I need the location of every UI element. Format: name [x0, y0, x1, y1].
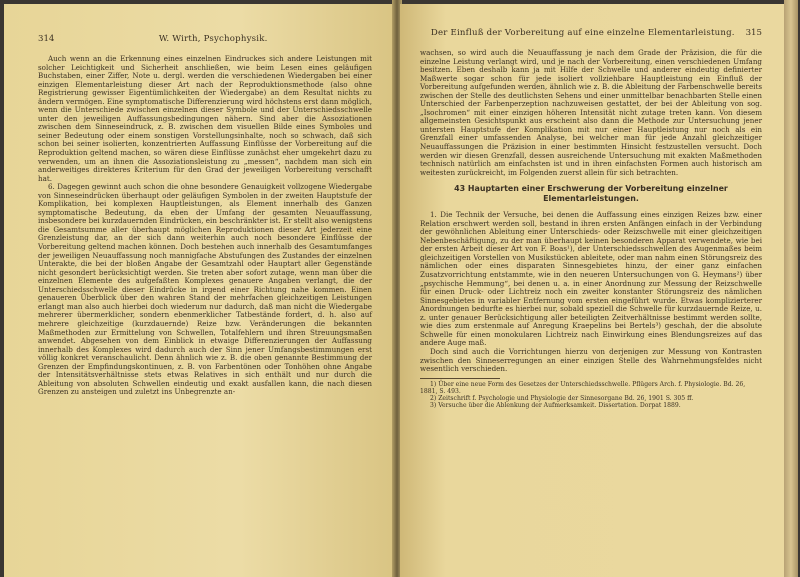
right-page-header — [420, 28, 762, 38]
paragraph: Auch wenn an die Erkennung eines einzelnen Eindruckes sich andere Leistungen mit solcher Leichtigkeit und Sicherheit anschließen, wie beim Lesen eines geläufigen Buchstaben, einer Ziffer, Note u. dergl. werden die verschiedenen Wiedergaben bei einer einzigen Elementarleistung dieser Art nach der Reproduktionsmethode (also ohne Registrierung gewisser Eigentümlichkeiten der Wiedergabe) an dem Resultat nichts zu ändern vermögen. Eine symptomatische Differenzierung wird höchstens erst dann möglich, wenn die Unterschiede zwischen einzelnen dieser Symbole und der Unterschiedsschwelle unter den jeweiligen Auffassungsbedingungen nähern. Sind aber die Assoziationen zwischen dem Sinneseindruck, z. B. zwischen dem visuellen Bilde eines Symboles und seiner Bedeutung oder einem sonstigen Vorstellungsinhalte, noch so schwach, daß sich schon bei seiner isolierten, konzentrierten Auffassung Einflüsse der Vorbereitung auf die Reproduktion geltend machen, so wären diese Einflüsse zunächst eher umgekehrt dazu zu verwenden, um an ihnen die Assoziationsleistung zu „messen“, nachdem man sich ein anderweitiges direkteres Kriterium für den Grad der jeweiligen Vorbereitung verschafft hat. — [38, 54, 372, 183]
right-page — [400, 4, 784, 577]
page-number: 314 — [38, 34, 55, 44]
right-page-body — [420, 49, 762, 374]
paragraph: 6. Dagegen gewinnt auch schon die ohne besondere Genauigkeit vollzogene Wiedergabe von Sinneseindrücken überhaupt oder geläufigen Symbolen in der zweiten Hauptstufe der Komplikation, bei komplexen Hauptleistungen, als Element innerhalb des Ganzen symptomatische Bedeutung, da eben der Umfang der gesamten Neuauffassung, insbesondere bei kurzdauernden Eindrücken, ein beschränkter ist. Er stellt also wenigstens die Gesamtsumme aller überhaupt möglichen Reproduktionen dieser Art jederzeit eine Grenzleistung dar, an der sich dann weiterhin auch noch besondere Einflüsse der Vorbereitung geltend machen können. Doch bestehen auch innerhalb des Gesamtumfanges der jeweiligen Neuauffassung noch mannigfache Abstufungen des Zustandes der einzelnen Unterakte, die bei der bloßen Angabe der Gesamtzahl oder Hauptart aller Gegenstände nicht gesondert berücksichtigt werden. Sie treten aber sofort zutage, wenn man über die einzelnen Elemente des aufgefaßten Komplexes genauere Angaben verlangt, die der Unterschiedsschwelle dieser Eindrücke in irgend einer Richtung nahe kommen. Einen genaueren Überblick über den wahren Stand der mehrfachen gleichzeitigen Leistungen erlangt man also auch hierbei doch wiederum nur dadurch, daß man nicht die Wiedergabe mehrerer übermerklicher, sondern ebenmerklicher Tatbestände fordert, d. h. also auf mehrere gleichzeitige (kurzdauernde) Reize bzw. Veränderungen die bekannten Maßmethoden zur Ermittelung von Schwellen, Totalfehlern und ihren Streuungsmaßen anwendet. Abgesehen von dem Einblick in etwaige Differenzierungen der Auffassung innerhalb des Komplexes wird dadurch auch der Sinn jener Umfangsbestimmungen erst völlig konkret veranschaulicht. Denn ähnlich wie z. B. die oben genannte Bestimmung der Grenzen der Empfindungskontinuen, z. B. von Farbentönen oder Tonhöhen ohne Angabe der Intensitätsverhältnisse stets etwas Relatives in sich enthält und nur durch die Ableitung von absoluten Schwellen eindeutig und exakt ausfallen kann, die nach diesen Grenzen zu ansteigen und zuletzt ins Unbegrenzte an- — [38, 182, 372, 397]
running-head: W. Wirth, Psychophysik. — [158, 34, 268, 44]
page-edges — [784, 0, 798, 577]
page-number: 315 — [745, 28, 762, 38]
left-page — [4, 4, 396, 577]
running-head: Der Einfluß der Vorbereitung auf eine einzelne Elementarleistung. — [430, 28, 735, 38]
left-page-header — [38, 34, 372, 44]
paragraph: 1. Die Technik der Versuche, bei denen die Auffassung eines einzigen Reizes bzw. einer Relation erschwert werden soll, bestand in ihren ersten Anfängen einfach in der Verbindung der gewöhnlichen Ableitung einer Unterschieds- oder Reizschwelle mit einer gleichzeitigen Nebenbeschäftigung, zu der man überhaupt keinen besonderen Apparat verwendete, wie bei der ersten Arbeit dieser Art von F. Boas¹), der Unterschiedsschwellen des Augenmaßes beim gleichzeitigen Vorstellen von Musikstücken ableitete, oder man nahm einen Störungsreiz des nämlichen oder eines disparaten Sinnesgebietes hinzu, der einer ganz einfachen Zusatzvorrichtung entstammte, wie in den neueren Untersuchungen von G. Heymans²) über „psychische Hemmung“, bei denen u. a. in einer Anordnung zur Messung der Reizschwelle für einen Druck- oder Lichtreiz noch ein zweiter konstanter Störungsreiz des nämlichen Sinnesgebietes in variabler Entfernung vom ersten eingeführt wurde. Etwas komplizierterer Anordnungen bedurfte es hierbei nur, sobald speziell die Schwelle für kurzdauernde Reize, u. z. unter genauer Berücksichtigung aller beteiligten Zeitverhältnisse bestimmt werden sollte, wie dies zum erstenmale auf Anregung Kraepelins bei Bertels³) geschah, der die absolute Schwelle für einen monokularen Lichtreiz nach Einwirkung eines Blendungsreizes auf das andere Auge maß. — [420, 210, 762, 348]
footnote: 2) Zeitschrift f. Psychologie und Physiologie der Sinnesorgane Bd. 26, 1901 S. 305 ff. — [430, 395, 694, 403]
left-page-body — [38, 55, 372, 397]
paragraph: Doch sind auch die Vorrichtungen hierzu von derjenigen zur Messung von Kontrasten zwischen den Sinneserregungen an einer einzigen Stelle des Wahrnehmungsfeldes nicht wesentlich verschieden. — [420, 346, 762, 374]
section-heading: 43 Hauptarten einer Erschwerung der Vorbereitung einzelner Elementarleistungen. — [454, 184, 728, 203]
footnotes — [420, 381, 762, 410]
paragraph: wachsen, so wird auch die Neuauffassung je nach dem Grade der Präzision, die für die einzelne Leistung verlangt wird, und je nach der Vorbereitung, einen verschiedenen Umfang besitzen. Eben deshalb kann ja mit Hilfe der Schwelle und anderer eindeutig definierter Maßwerte sogar schon für jede isoliert vollziehbare Hauptleistung ein Einfluß der Vorbereitung aufgefunden werden, ähnlich wie z. B. die Ableitung der Farbenschwelle bereits zwischen der Stelle des deutlichsten Sehens und einer unmittelbar benachbarten Stelle einen Unterschied der Farbenperzeption nachzuweisen gestattet, der bei der Ableitung von sog. „Isochromen“ mit einer einzigen höheren Intensität nicht zutage treten kann. Von diesem allgemeinsten Gesichtspunkt aus erscheint also dann die Methode zur Untersuchung jener untersten Hauptstufe der Komplikation mit nur einer Hauptleistung nur noch als ein Grenzfall einer umfassenden Analyse, bei welcher man für jede Anzahl gleichzeitiger Neuauffassungen die Präzision in einer bestimmten Hinsicht festzustellen versucht. Doch werden wir diesen Grenzfall, dessen ausreichende Untersuchung mit exakten Maßmethoden technisch natürlich am einfachsten ist und in ihren einfachsten Formen auch historisch am weitesten zurückreicht, im Folgenden zuerst allein für sich betrachten. — [420, 48, 762, 177]
footnote-rule — [420, 378, 500, 379]
footnote: 3) Versuche über die Ablenkung der Aufmerksamkeit. Dissertation. Dorpat 1889. — [430, 402, 681, 410]
footnote: 1) Über eine neue Form des Gesetzes der Unterschiedsschwelle. Pflügers Arch. f. Physiologie. Bd. 26, 1881, S. 493. — [420, 380, 746, 395]
